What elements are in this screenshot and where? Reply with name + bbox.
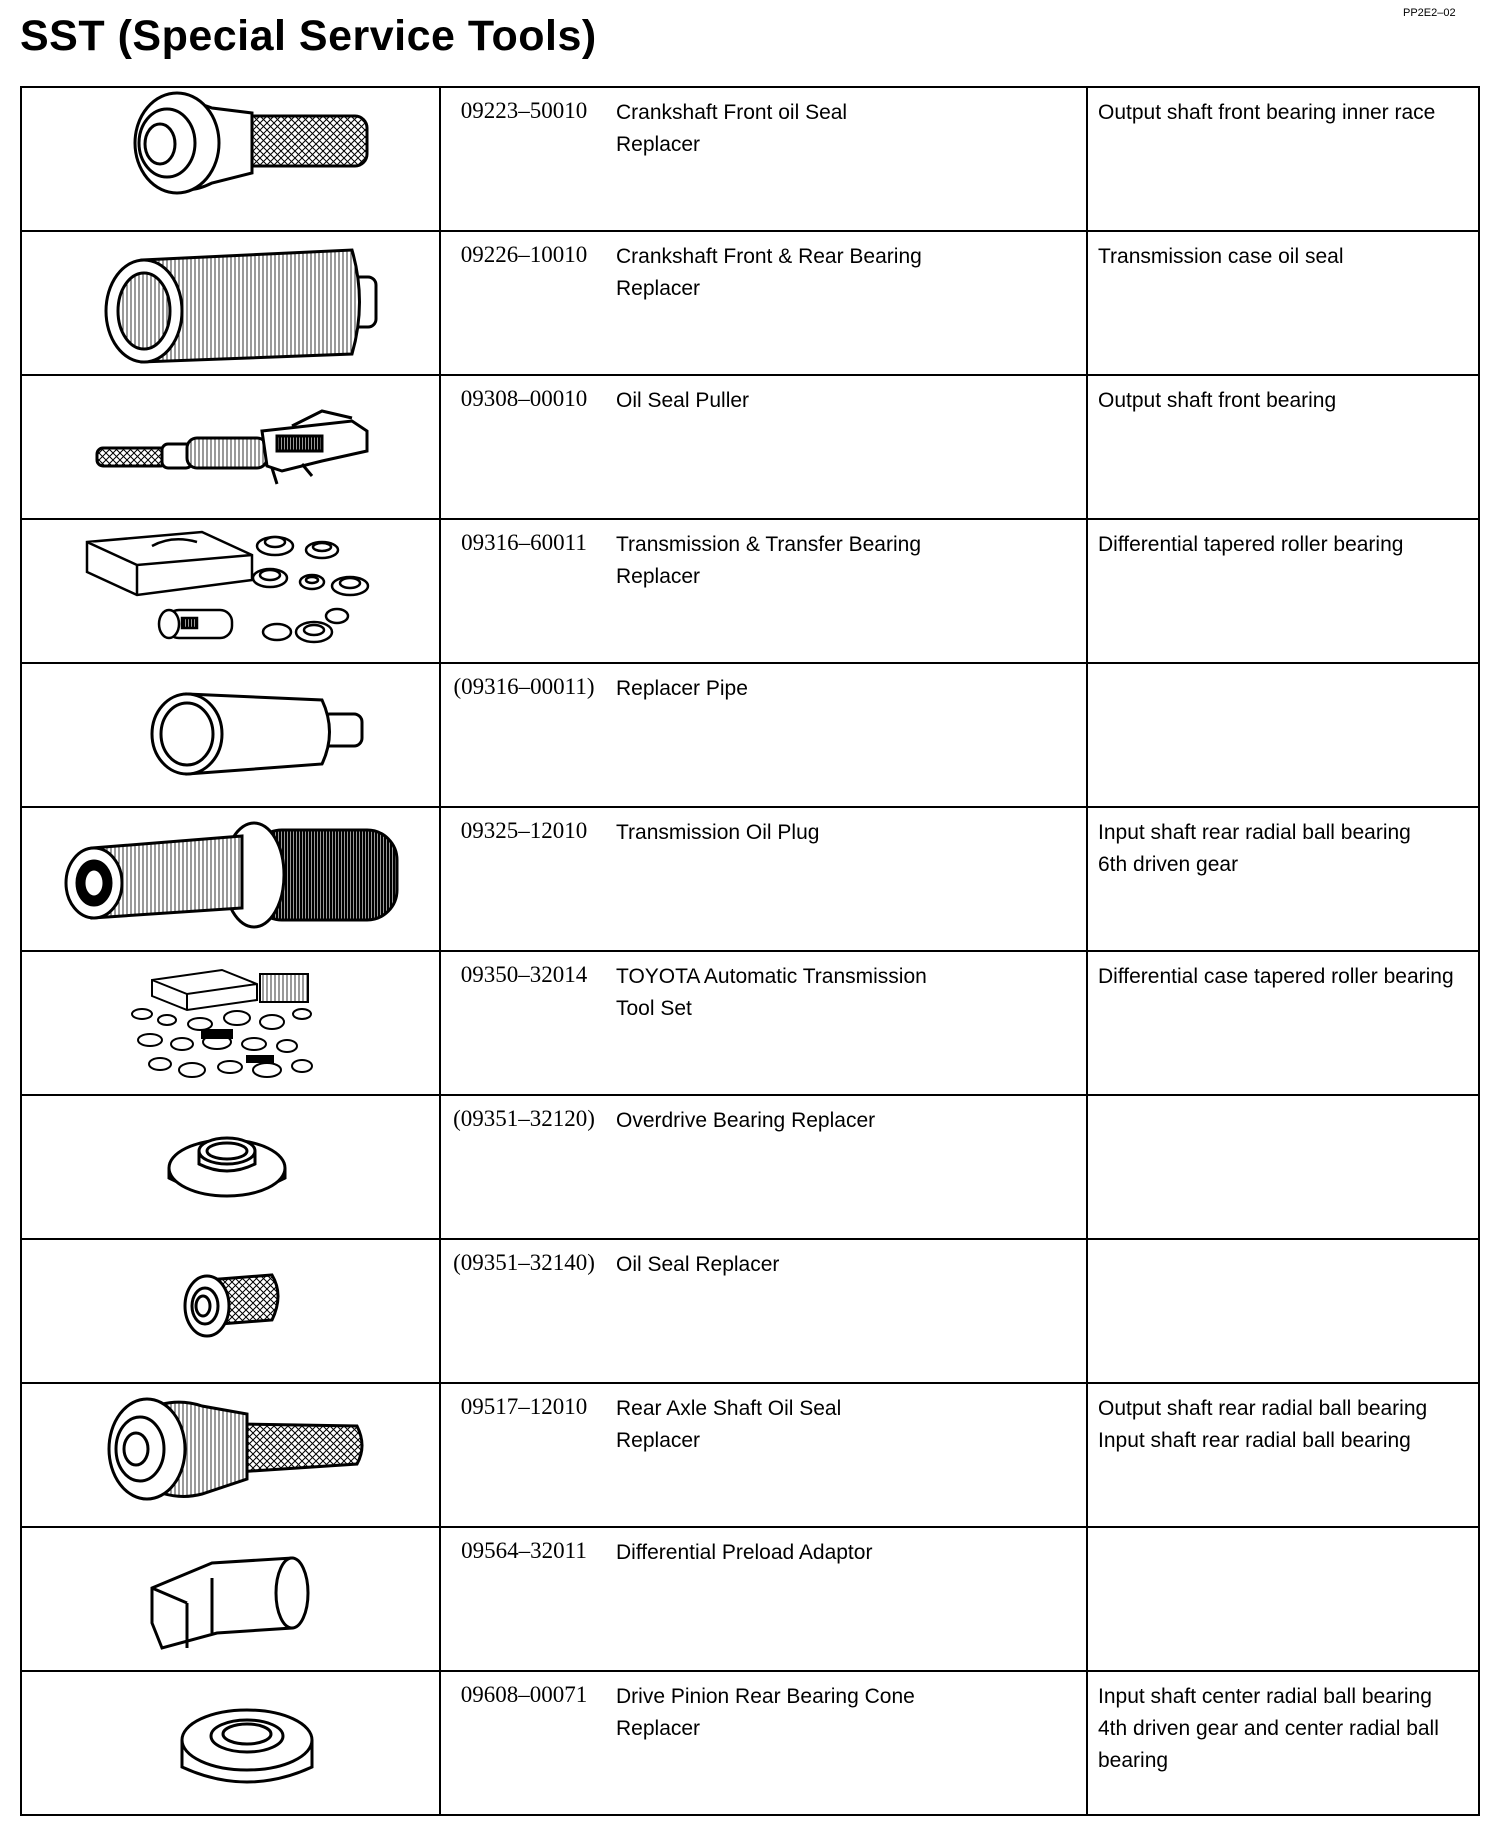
page-title: SST (Special Service Tools): [20, 12, 597, 60]
part-number: 09350–32014: [460, 962, 588, 987]
table-row: [21, 1095, 1479, 1239]
usage-line: Transmission case oil seal: [1098, 245, 1344, 268]
usage-cell: [1087, 1527, 1479, 1671]
part-number: (09351–32140): [453, 1250, 595, 1275]
illustration-cell: [21, 951, 440, 1095]
part-name: TOYOTA Automatic Transmission Tool Set: [616, 965, 927, 1020]
part-number: 09564–32011: [461, 1538, 587, 1563]
illustration-cell: [21, 807, 440, 951]
part-number: (09316–00011): [453, 674, 595, 699]
sst-table: [20, 86, 1480, 1816]
part-number: 09517–12010: [460, 1394, 588, 1419]
part-name: Differential Preload Adaptor: [616, 1541, 873, 1564]
table-row: [21, 1527, 1479, 1671]
part-cell: [440, 1095, 1087, 1239]
usage-cell: [1087, 87, 1479, 231]
table-row: [21, 1671, 1479, 1815]
part-number: 09316–60011: [461, 530, 587, 555]
table-row: [21, 519, 1479, 663]
part-number: 09223–50010: [460, 98, 588, 123]
illustration-cell: [21, 375, 440, 519]
bearing-cone-replacer-icon: [22, 1672, 439, 1814]
illustration-cell: [21, 231, 440, 375]
usage-line: Output shaft front bearing: [1098, 389, 1337, 412]
usage-cell: [1087, 807, 1479, 951]
part-name: Oil Seal Puller: [616, 389, 750, 412]
table-row: [21, 1239, 1479, 1383]
usage-cell: [1087, 951, 1479, 1095]
table-row: [21, 231, 1479, 375]
part-cell: [440, 951, 1087, 1095]
small-oil-seal-replacer-icon: [22, 1240, 439, 1382]
oil-seal-puller-icon: [22, 376, 439, 518]
usage-line: bearing: [1098, 1749, 1169, 1772]
part-name: Replacer Pipe: [616, 677, 748, 700]
illustration-cell: [21, 1383, 440, 1527]
usage-line: Input shaft rear radial ball bearing: [1098, 1429, 1411, 1452]
part-name: Overdrive Bearing Replacer: [616, 1109, 876, 1132]
illustration-cell: [21, 519, 440, 663]
usage-cell: [1087, 375, 1479, 519]
replacer-set-box-icon: [22, 520, 439, 662]
illustration-cell: [21, 1095, 440, 1239]
page-code: PP2E2–02: [1403, 7, 1456, 19]
usage-line: Differential tapered roller bearing: [1098, 533, 1404, 556]
part-name: Drive Pinion Rear Bearing Cone Replacer: [616, 1685, 915, 1740]
table-row: [21, 807, 1479, 951]
seal-replacer-knurled-icon: [22, 88, 439, 230]
part-cell: [440, 375, 1087, 519]
part-name: Crankshaft Front oil Seal Replacer: [616, 101, 848, 156]
usage-line: Differential case tapered roller bearing: [1098, 965, 1454, 988]
usage-cell: [1087, 1671, 1479, 1815]
usage-line: Input shaft rear radial ball bearing: [1098, 821, 1411, 844]
table-row: [21, 1383, 1479, 1527]
part-name: Rear Axle Shaft Oil Seal Replacer: [616, 1397, 842, 1452]
part-cell: [440, 231, 1087, 375]
part-name: Transmission & Transfer Bearing Replacer: [616, 533, 922, 588]
part-name: Crankshaft Front & Rear Bearing Replacer: [616, 245, 922, 300]
part-cell: [440, 1527, 1087, 1671]
usage-line: Input shaft center radial ball bearing: [1098, 1685, 1432, 1708]
part-cell: [440, 519, 1087, 663]
replacer-pipe-icon: [22, 664, 439, 806]
usage-line: Output shaft front bearing inner race: [1098, 101, 1436, 124]
part-cell: [440, 1671, 1087, 1815]
part-cell: [440, 1239, 1087, 1383]
usage-cell: [1087, 1383, 1479, 1527]
part-number: 09608–00071: [460, 1682, 588, 1707]
preload-adaptor-icon: [22, 1528, 439, 1670]
part-cell: [440, 87, 1087, 231]
part-number: 09226–10010: [460, 242, 588, 267]
illustration-cell: [21, 87, 440, 231]
illustration-cell: [21, 1239, 440, 1383]
illustration-cell: [21, 663, 440, 807]
usage-line: Output shaft rear radial ball bearing: [1098, 1397, 1428, 1420]
illustration-cell: [21, 1671, 440, 1815]
part-cell: [440, 1383, 1087, 1527]
part-cell: [440, 663, 1087, 807]
part-number: 09325–12010: [460, 818, 588, 843]
usage-cell: [1087, 231, 1479, 375]
usage-cell: [1087, 1095, 1479, 1239]
overdrive-bearing-replacer-icon: [22, 1096, 439, 1238]
axle-seal-replacer-icon: [22, 1384, 439, 1526]
usage-cell: [1087, 1239, 1479, 1383]
part-number: (09351–32120): [453, 1106, 595, 1131]
usage-cell: [1087, 519, 1479, 663]
usage-line: 6th driven gear: [1098, 853, 1239, 876]
usage-line: 4th driven gear and center radial ball: [1098, 1717, 1439, 1740]
part-cell: [440, 807, 1087, 951]
oil-plug-icon: [22, 808, 439, 950]
part-name: Oil Seal Replacer: [616, 1253, 780, 1276]
table-row: [21, 951, 1479, 1095]
usage-cell: [1087, 663, 1479, 807]
table-row: [21, 87, 1479, 231]
bearing-replacer-cylinder-icon: [22, 232, 439, 374]
table-row: [21, 663, 1479, 807]
part-number: 09308–00010: [460, 386, 588, 411]
illustration-cell: [21, 1527, 440, 1671]
table-row: [21, 375, 1479, 519]
part-name: Transmission Oil Plug: [616, 821, 820, 844]
tool-set-icon: [22, 952, 439, 1094]
